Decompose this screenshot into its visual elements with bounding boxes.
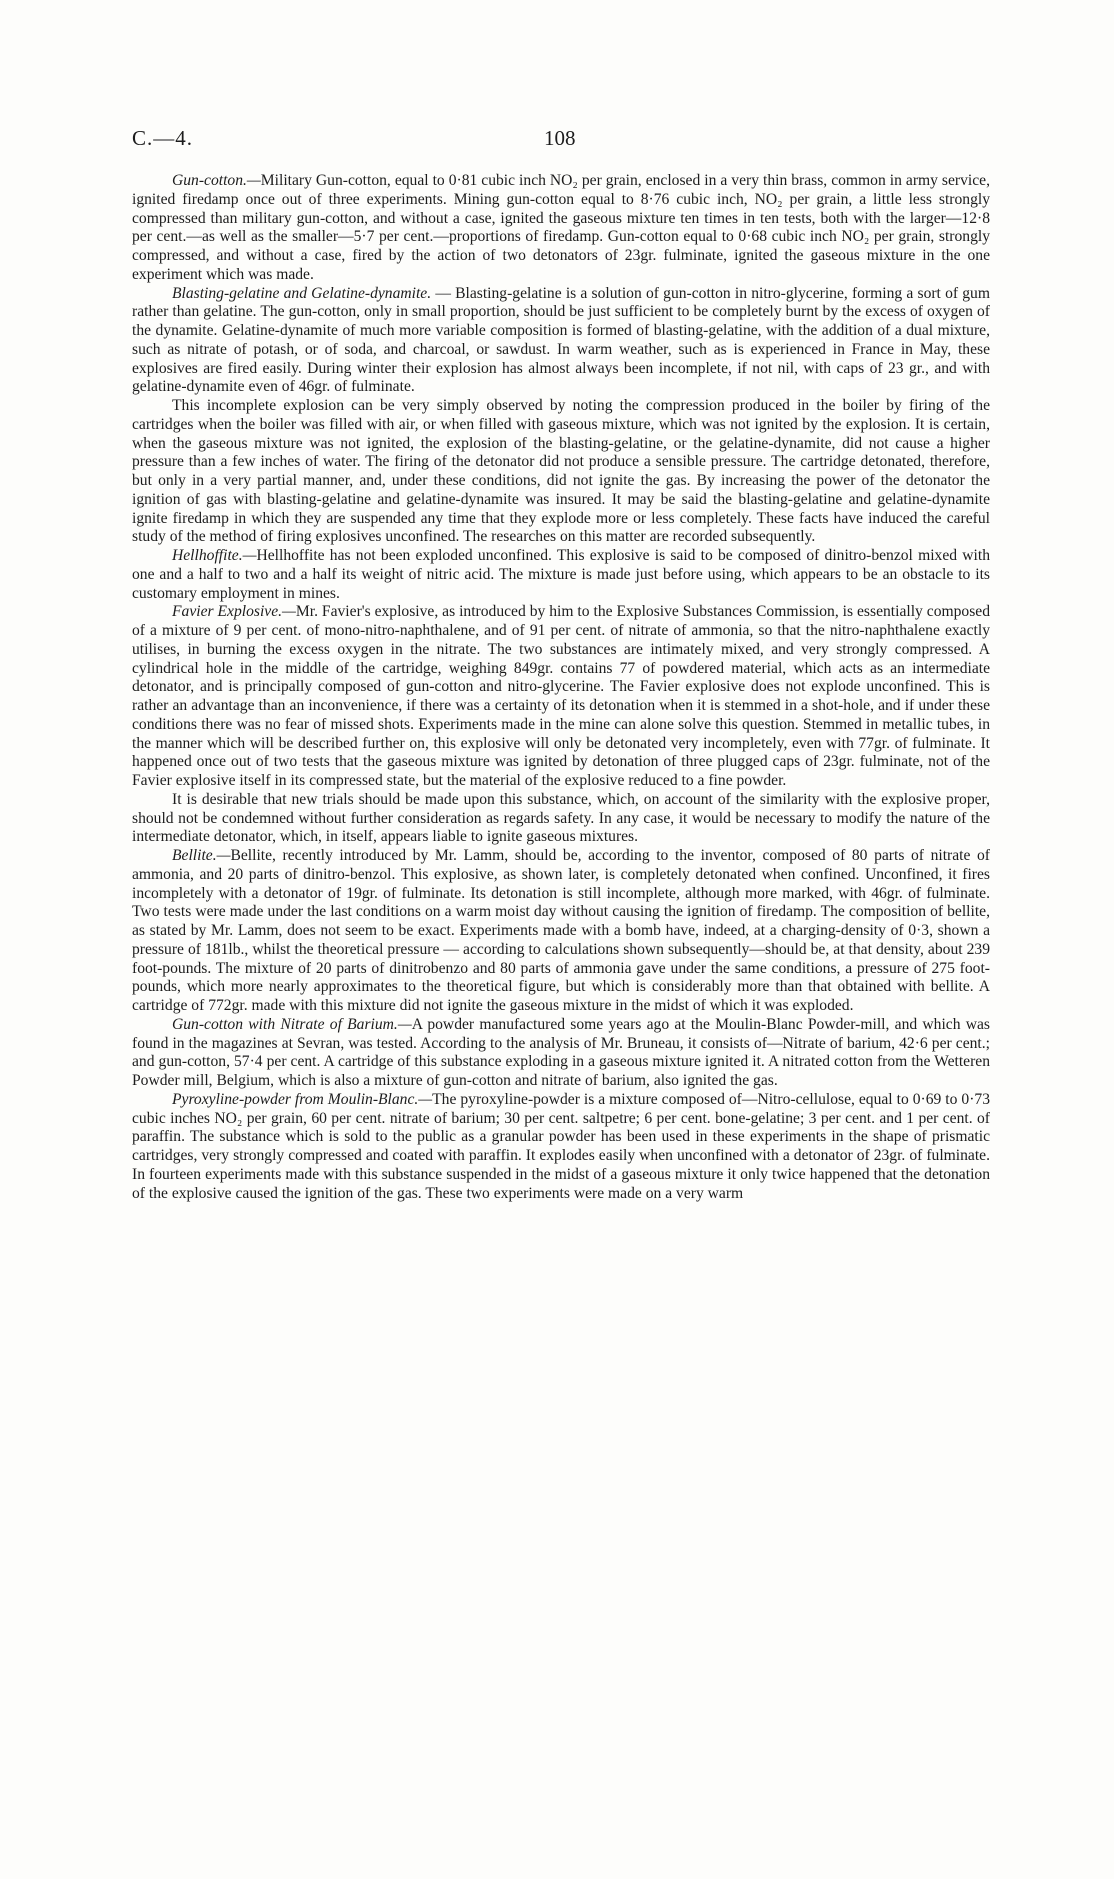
page-header	[132, 126, 990, 160]
paragraph-heading: Blasting-gelatine and Gelatine-dynamite.	[172, 284, 432, 302]
paragraph-heading: Gun-cotton.—	[172, 172, 261, 189]
page-number: 108	[544, 126, 576, 150]
paragraph-text: The pyroxyline-powder is a mixture composed of—Nitro-cellulose, equal to 0·69 to 0·73 cubic inches NO₂ per grain, 60 per cent. nitrate of barium; 30 per cent. saltpetre; 6 per cent. bone-gelatine; 3 per cent. and 1 per cent. of paraffin. The substance which is sold to the public as a granular powder has been used in these experiments in the shape of prismatic cartridges, very strongly compressed and coated with paraffin. It explodes easily when unconfined with a detonator of 23gr. of fulminate. In fourteen experiments made with this substance suspended in the midst of a gaseous mixture it only twice happened that the detonation of the explosive caused the ignition of the gas. These two experiments were made on a very warm	[132, 1090, 991, 1202]
paragraph-heading: Pyroxyline-powder from Moulin-Blanc.—	[172, 1090, 433, 1108]
paragraph-text: Bellite, recently introduced by Mr. Lamm, should be, according to the inventor, composed of 80 parts of nitrate of ammonia, and 20 parts of dinitro-benzol. This explosive, as shown later, is completely detonated when confined. Unconfined, it fires incompletely with a detonator of 19gr. of fulminate. Its detonation is still incomplete, although more marked, with 46gr. of fulminate. Two tests were made under the last conditions on a warm moist day without causing the ignition of firedamp. The composition of bellite, as stated by Mr. Lamm, does not seem to be exact. Experiments made with a bomb have, indeed, at a charging-density of 0·3, shown a pressure of 181lb., whilst the theoretical pressure — according to calculations shown subsequently—should be, at that density, about 239 foot-pounds. The mixture of 20 parts of dinitrobenzo and 80 parts of ammonia gave under the same conditions, a pressure of 275 foot-pounds, which more nearly approximates to the theoretical figure, but which is considerably more than that obtained with bellite. A cartridge of 772gr. made with this mixture did not ignite the gaseous mixture in the midst of which it was exploded.	[132, 847, 990, 1014]
paragraph-bellite	[132, 847, 990, 1016]
paragraph-text: Hellhoffite has not been exploded unconfined. This explosive is said to be composed of dinitro-benzol mixed with one and a half to two and a half its weight of nitric acid. The mixture is made just before using, which appears to be an obstacle to its customary employment in mines.	[132, 547, 990, 602]
paragraph-heading: Gun-cotton with Nitrate of Barium.—	[172, 1015, 412, 1033]
document-reference: C.—4.	[132, 126, 194, 150]
paragraph-pyroxyline-powder	[132, 1091, 990, 1204]
body-text	[132, 172, 990, 1203]
paragraph-text: Military Gun-cotton, equal to 0·81 cubic inch NO₂ per grain, enclosed in a very thin brass, common in army service, ignited firedamp once out of three experiments. Mining gun-cotton equal to 8·76 cubic inch, NO₂ per grain, a little less strongly compressed than military gun-cotton, and without a case, ignited the gaseous mixture ten times in ten tests, both with the larger—12·8 per cent.—as well as the smaller—5·7 per cent.—proportions of firedamp. Gun-cotton equal to 0·68 cubic inch NO₂ per grain, strongly compressed, and without a case, fired by the action of two detonators of 23gr. fulminate, ignited the gaseous mixture in the one experiment which was made.	[132, 172, 990, 283]
paragraph-gun-cotton	[132, 172, 990, 285]
paragraph-heading: Hellhoffite.—	[172, 547, 257, 564]
paragraph-new-trials	[132, 791, 990, 847]
paragraph-text: Mr. Favier's explosive, as introduced by him to the Explosive Substances Commission, is essentially composed of a mixture of 9 per cent. of mono-nitro-naphthalene, and of 91 per cent. of nitrate of ammonia, so that the nitro-naphthalene exactly utilises, in burning the excess oxygen in the nitrate. The two substances are intimately mixed, and very strongly compressed. A cylindrical hole in the middle of the cartridge, weighing 849gr. contains 77 of powdered material, which acts as an intermediate detonator, and is principally composed of gun-cotton and nitro-glycerine. The Favier explosive does not explode unconfined. This is rather an advantage than an inconvenience, if there was a certainty of its detonation when it is stemmed in a shot-hole, and if under these conditions there was no fear of missed shots. Experiments made in the mine can alone solve this question. Stemmed in metallic tubes, in the manner which will be described further on, this explosive will only be detonated very incompletely, even with 77gr. of fulminate. It happened once out of two tests that the gaseous mixture was ignited by detonation of three plugged caps of 23gr. fulminate, not of the Favier explosive itself in its compressed state, but the material of the explosive reduced to a fine powder.	[132, 603, 990, 789]
paragraph-text: — Blasting-gelatine is a solution of gun-cotton in nitro-glycerine, forming a sort of gum rather than gelatine. The gun-cotton, only in small proportion, should be just sufficient to be completely burnt by the excess of oxygen of the dynamite. Gelatine-dynamite of much more variable composition is formed of blasting-gelatine, with the addition of a dual mixture, such as nitrate of potash, or of soda, and charcoal, or sawdust. In warm weather, such as is experienced in France in May, these explosives are fired easily. During winter their explosion has almost always been incomplete, if not nil, with caps of 23 gr., and with gelatine-dynamite even of 46gr. of fulminate.	[132, 284, 990, 396]
paragraph-heading: Favier Explosive.—	[172, 603, 296, 621]
paragraph-heading: Bellite.—	[172, 847, 231, 864]
paragraph-favier-explosive	[132, 603, 990, 791]
paragraph-text: It is desirable that new trials should be made upon this substance, which, on account of the similarity with the explosive proper, should not be condemned without further consideration as regards safety. In any case, it would be necessary to modify the nature of the intermediate detonator, which, in itself, appears liable to ignite gaseous mixtures.	[132, 790, 990, 846]
paragraph-text: A powder manufactured some years ago at the Moulin-Blanc Powder-mill, and which was found in the magazines at Sevran, was tested. According to the analysis of Mr. Bruneau, it consists of—Nitrate of barium, 42·6 per cent.; and gun-cotton, 57·4 per cent. A cartridge of this substance exploding in a gaseous mixture ignited it. A nitrated cotton from the Wetteren Powder mill, Belgium, which is also a mixture of gun-cotton and nitrate of barium, also ignited the gas.	[132, 1015, 990, 1089]
paragraph-hellhoffite	[132, 547, 990, 603]
paragraph-incomplete-explosion	[132, 397, 990, 547]
paragraph-gun-cotton-barium	[132, 1016, 990, 1091]
paragraph-text: This incomplete explosion can be very simply observed by noting the compression produced in the boiler by firing of the cartridges when the boiler was filled with air, or when filled with gaseous mixture, which was not ignited by the explosion. It is certain, when the gaseous mixture was not ignited, the explosion of the blasting-gelatine, or the gelatine-dynamite, did not cause a higher pressure than a few inches of water. The firing of the detonator did not produce a sensible pressure. The cartridge detonated, therefore, but only in a very partial manner, and, under these conditions, did not ignite the gas. By increasing the power of the detonator the ignition of gas with blasting-gelatine and gelatine-dynamite was insured. It may be said the blasting-gelatine and gelatine-dynamite ignite firedamp in which they are suspended any time that they explode more or less completely. These facts have induced the careful study of the method of firing explosives unconfined. The researches on this matter are recorded subsequently.	[132, 397, 990, 546]
paragraph-blasting-gelatine	[132, 285, 990, 398]
